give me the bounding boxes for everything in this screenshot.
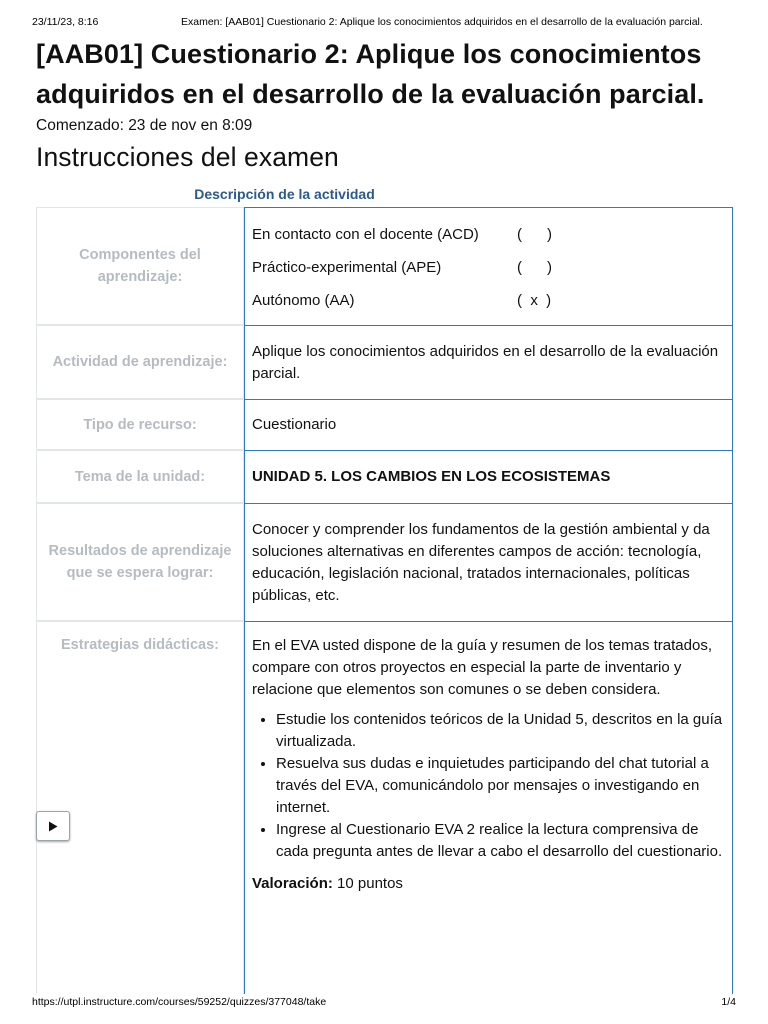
valuation-label: Valoración: — [252, 875, 333, 892]
outcomes-label: Resultados de aprendizaje que se espera lograr: — [36, 503, 244, 621]
print-document-title: Examen: [AAB01] Cuestionario 2: Aplique los conocimientos adquiridos en el desarrollo de la evaluación parcial. — [181, 16, 703, 28]
components-label: Componentes del aprendizaje: — [36, 207, 244, 325]
list-item: • Resuelva sus dudas e inquietudes participando del chat tutorial a través del EVA, comunicándolo por mensajes o investigando en internet. — [276, 753, 725, 819]
list-item: • Estudie los contenidos teóricos de la Unidad 5, descritos en la guía virtualizada. — [276, 709, 725, 753]
activity-text: Aplique los conocimientos adquiridos en el desarrollo de la evaluación parcial. — [252, 342, 719, 382]
play-button[interactable] — [36, 811, 70, 841]
strategies-intro: En el EVA usted dispone de la guía y resumen de los temas tratados, compare con otros proyectos en especial la parte de inventario y relacione que elementos son comunes o se deben considera. — [252, 637, 712, 698]
outcomes-value — [244, 503, 733, 621]
activity-label: Actividad de aprendizaje: — [36, 325, 244, 399]
unit-topic-value — [244, 450, 733, 503]
strategies-list — [252, 709, 725, 863]
started-timestamp: Comenzado: 23 de nov en 8:09 — [36, 117, 253, 134]
instructions-heading: Instrucciones del examen — [36, 142, 339, 172]
unit-topic-text: UNIDAD 5. LOS CAMBIOS EN LOS ECOSISTEMAS — [252, 468, 611, 485]
outcomes-text: Conocer y comprender los fundamentos de la gestión ambiental y da soluciones alternativas en diferentes campos de acción: tecnología, educación, legislación nacional, tratados internacionales, políticas públicas, etc. — [252, 520, 710, 604]
resource-type-text: Cuestionario — [252, 416, 337, 433]
valuation-value: 10 puntos — [332, 875, 403, 892]
play-icon — [48, 821, 58, 832]
quiz-title: [AAB01] Cuestionario 2: Aplique los conocimientos adquiridos en el desarrollo de la evaluación parcial. — [36, 39, 705, 109]
component-ape-mark: ( ) — [517, 259, 552, 276]
component-acd-mark: ( ) — [517, 226, 552, 243]
table-caption: Descripción de la actividad — [194, 186, 375, 202]
resource-type-label: Tipo de recurso: — [36, 399, 244, 450]
strategies-value — [244, 621, 733, 994]
print-footer — [0, 994, 768, 1024]
valuation — [252, 873, 725, 895]
print-date: 23/11/23, 8:16 — [32, 16, 99, 28]
component-aa-mark: ( x ) — [517, 292, 552, 309]
list-item: • Ingrese al Cuestionario EVA 2 realice la lectura comprensiva de cada pregunta antes de llevar a cabo el desarrollo del cuestionario. — [276, 819, 725, 863]
unit-topic-label: Tema de la unidad: — [36, 450, 244, 503]
print-url: https://utpl.instructure.com/courses/59252/quizzes/377048/take — [32, 996, 327, 1008]
component-ape-label: Práctico-experimental (APE) — [252, 259, 442, 276]
strategies-label: Estrategias didácticas: — [36, 621, 244, 994]
components-value — [244, 207, 733, 325]
component-acd-label: En contacto con el docente (ACD) — [252, 226, 479, 243]
activity-value — [244, 325, 733, 399]
resource-type-value — [244, 399, 733, 450]
print-page-number: 1/4 — [721, 996, 736, 1008]
component-aa-label: Autónomo (AA) — [252, 292, 355, 309]
